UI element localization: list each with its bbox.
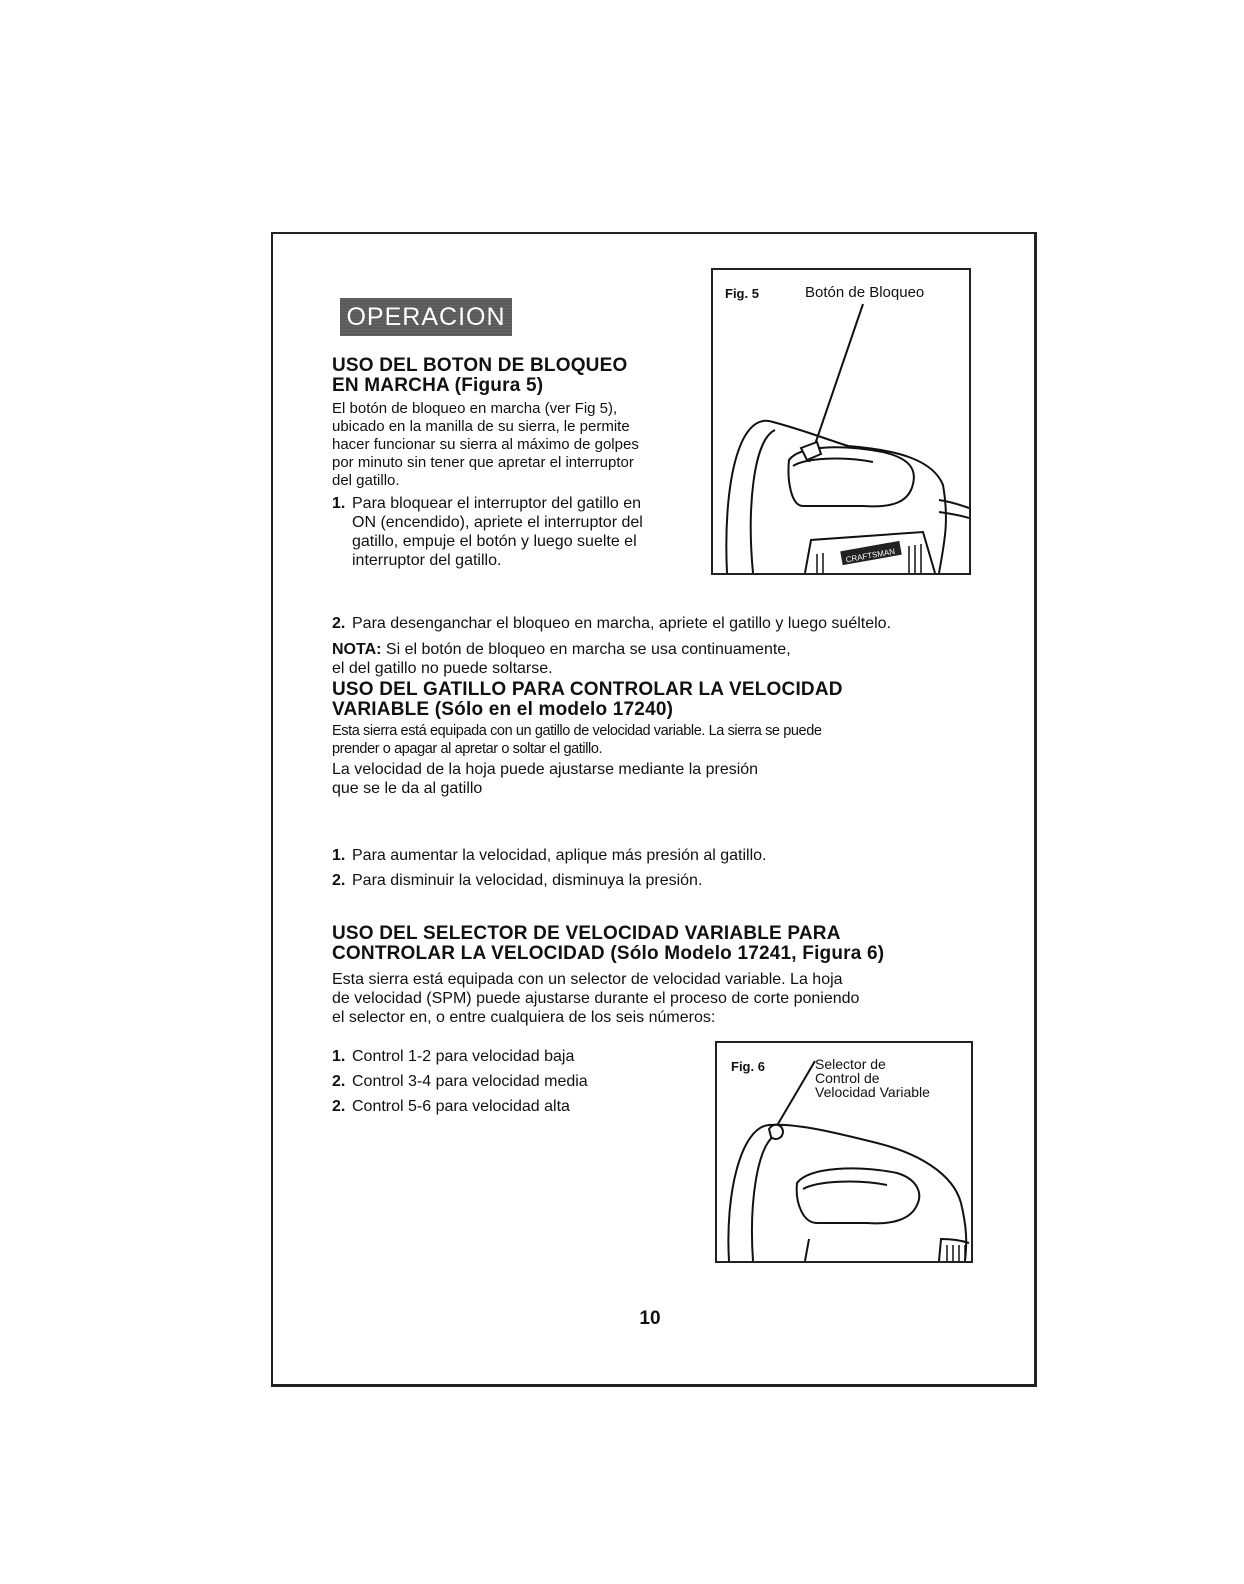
text-line: Para bloquear el interruptor del gatillo en <box>352 495 642 512</box>
text-line: gatillo, empuje el botón y luego suelte el <box>352 533 637 550</box>
step-number: 2. <box>332 1098 346 1115</box>
section-title-line: USO DEL SELECTOR DE VELOCIDAD VARIABLE PARA <box>332 923 841 944</box>
list-item <box>332 1094 692 1119</box>
text-line: prender o apagar al apretar o soltar el gatillo. <box>332 741 603 757</box>
step-text: Para disminuir la velocidad, disminuya la presión. <box>352 872 703 889</box>
text-line: de velocidad (SPM) puede ajustarse durante el proceso de corte poniendo <box>332 990 860 1007</box>
section-title-line: VARIABLE (Sólo en el modelo 17240) <box>332 699 674 720</box>
page-number: 10 <box>639 1308 661 1329</box>
text-line: hacer funcionar su sierra al máximo de golpes <box>332 436 639 453</box>
nota-block <box>332 640 972 678</box>
nota-label: NOTA: <box>332 641 382 658</box>
text-line: ubicado en la manilla de su sierra, le permite <box>332 418 630 435</box>
text-line: que se le da al gatillo <box>332 780 483 797</box>
section-title-line: USO DEL GATILLO PARA CONTROLAR LA VELOCIDAD <box>332 679 843 700</box>
figure-6 <box>715 1041 973 1263</box>
callout-line: Velocidad Variable <box>815 1084 930 1100</box>
list-item <box>332 1069 692 1094</box>
figure-callout: Botón de Bloqueo <box>805 284 925 301</box>
text-line: Esta sierra está equipada con un selector de velocidad variable. La hoja <box>332 971 843 988</box>
text-line: el selector en, o entre cualquiera de los seis números: <box>332 1009 716 1026</box>
figure-label: Fig. 6 <box>731 1059 765 1074</box>
figure-5 <box>711 268 971 575</box>
step-text: Control 1-2 para velocidad baja <box>352 1048 575 1065</box>
trigger-steps <box>332 846 972 890</box>
section-variable-trigger <box>332 680 972 720</box>
section-speed-selector <box>332 924 1012 964</box>
trigger-paragraph-1 <box>332 722 992 758</box>
callout-line: Selector de <box>815 1056 886 1072</box>
figure-label: Fig. 5 <box>725 286 759 301</box>
nota-text: Si el botón de bloqueo en marcha se usa continuamente, <box>381 641 791 658</box>
step-text: Control 3-4 para velocidad media <box>352 1073 588 1090</box>
jigsaw-selector-illustration <box>717 1043 971 1261</box>
text-line: Esta sierra está equipada con un gatillo de velocidad variable. La sierra se puede <box>332 723 822 739</box>
text-line: por minuto sin tener que apretar el interruptor <box>332 454 634 471</box>
selector-steps <box>332 1044 692 1119</box>
text-line: del gatillo. <box>332 472 400 489</box>
step-number: 1. <box>332 1048 346 1065</box>
step-number: 2. <box>332 872 346 889</box>
section-title-line: EN MARCHA (Figura 5) <box>332 375 544 396</box>
step-number: 1. <box>332 495 346 512</box>
trigger-paragraph-2 <box>332 760 972 798</box>
step-text: Control 5-6 para velocidad alta <box>352 1098 570 1115</box>
list-item <box>332 1044 692 1069</box>
section-lock-button <box>332 356 712 396</box>
text-line: El botón de bloqueo en marcha (ver Fig 5), <box>332 400 618 417</box>
section-title-line: USO DEL BOTON DE BLOQUEO <box>332 355 628 376</box>
section-banner: OPERACION <box>340 298 512 336</box>
step-number: 1. <box>332 847 346 864</box>
brand-mark: CRAFTSMAN <box>845 546 896 565</box>
jigsaw-handle-illustration <box>713 270 969 573</box>
step-text: Para aumentar la velocidad, aplique más presión al gatillo. <box>352 847 767 864</box>
section-title-line: CONTROLAR LA VELOCIDAD (Sólo Modelo 17241, Figura 6) <box>332 943 885 964</box>
step-number: 2. <box>332 615 346 632</box>
nota-text: el del gatillo no puede soltarse. <box>332 660 553 677</box>
text-line: La velocidad de la hoja puede ajustarse mediante la presión <box>332 761 759 778</box>
text-line: ON (encendido), apriete el interruptor del <box>352 514 643 531</box>
callout-line: Control de <box>815 1070 880 1086</box>
selector-paragraph <box>332 970 992 1027</box>
lock-button-paragraph <box>332 400 712 490</box>
step-text: Para desenganchar el bloqueo en marcha, apriete el gatillo y luego suéltelo. <box>352 615 892 632</box>
text-line: interruptor del gatillo. <box>352 552 502 569</box>
lock-step-1 <box>332 494 712 570</box>
step-number: 2. <box>332 1073 346 1090</box>
lock-step-2 <box>332 614 1012 633</box>
